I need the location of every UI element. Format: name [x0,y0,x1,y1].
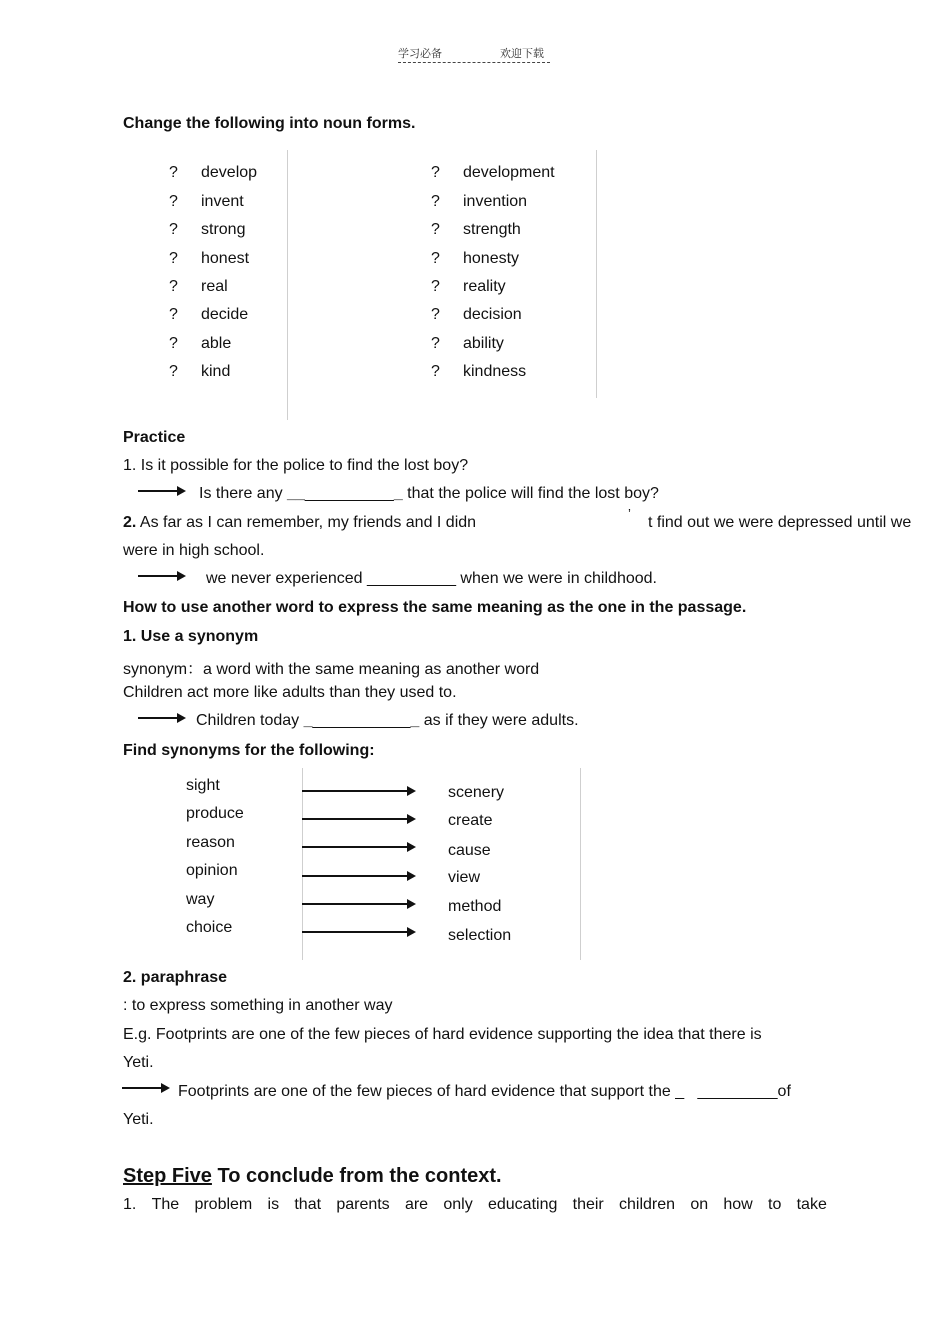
noun-right-word: development [463,164,555,181]
practice-a2: we never experienced __________ when we were in childhood. [206,570,657,587]
paraphrase-example-line1: E.g. Footprints are one of the few pieces of hard evidence supporting the idea that there is [123,1026,762,1043]
step-five-word: to [768,1196,782,1213]
synonym-definition: synonym：a word with the same meaning as another word [123,661,540,678]
apostrophe: ’ [628,506,631,521]
synonym-right-word: cause [448,842,491,859]
step-five-word: The [151,1196,180,1213]
noun-right-word: kindness [463,363,527,380]
step-five-label: Step Five [123,1165,212,1187]
paraphrase-example-line2: Yeti. [123,1054,154,1071]
step-five-title: To conclude from the context. [211,1165,502,1187]
step-five-word: only [443,1196,473,1213]
bullet-icon: ? [431,250,440,267]
noun-right-word: reality [463,278,506,295]
noun-right-word: strength [463,221,521,238]
step-five-word: how [723,1196,753,1213]
bullet-icon: ? [431,306,440,323]
arrow-icon [138,490,184,492]
synonym-answer: Children today _____________ as if they were adults. [196,712,579,729]
arrow-icon [302,790,414,792]
step-five-word: educating [487,1196,558,1213]
step-five-line1 [123,1196,827,1214]
noun-right-word: decision [463,306,522,323]
bullet-icon: ? [431,221,440,238]
synonym-sub1: 1. Use a synonym [123,628,259,645]
header-divider [398,62,550,63]
bullet-icon: ? [169,306,178,323]
practice-title: Practice [123,429,186,446]
bullet-icon: ? [431,335,440,352]
bullet-icon: ? [431,278,440,295]
bullet-icon: ? [169,250,178,267]
step-five-word: take [796,1196,827,1213]
synonym-right-word: method [448,898,502,915]
noun-forms-title: Change the following into noun forms. [123,115,416,132]
bullet-icon: ? [431,363,440,380]
bullet-icon: ? [169,221,178,238]
step-five-word: children [619,1196,676,1213]
practice-q2-rest: t find out we were depressed until we [648,514,912,531]
header-left: 学习必备 [398,47,442,60]
synonym-right-word: scenery [448,784,505,801]
noun-right-word: ability [463,335,504,352]
step-five-word: parents [336,1196,390,1213]
bullet-icon: ? [431,193,440,210]
noun-left-word: honest [201,250,250,267]
synonym-example: Children act more like adults than they used to. [123,684,457,701]
arrow-icon [302,818,414,820]
find-synonyms-title: Find synonyms for the following: [123,742,375,759]
bullet-icon: ? [169,335,178,352]
synonym-right-word: create [448,812,493,829]
table-divider-2 [596,150,597,398]
synonym-right-word: view [448,869,481,886]
noun-left-word: kind [201,363,231,380]
noun-left-word: strong [201,221,246,238]
arrow-icon [302,903,414,905]
noun-right-word: invention [463,193,528,210]
noun-left-word: able [201,335,232,352]
paraphrase-answer: Footprints are one of the few pieces of hard evidence that support the _ _________of [178,1083,791,1100]
step-five-word: is [267,1196,280,1213]
paraphrase-answer-line2: Yeti. [123,1111,154,1128]
step-five-word: that [294,1196,322,1213]
bullet-icon: ? [169,164,178,181]
bullet-icon: ? [169,363,178,380]
bullet-icon: ? [169,278,178,295]
table-divider-1 [287,150,288,420]
step-five-word: are [404,1196,429,1213]
arrow-icon [302,931,414,933]
practice-q1: 1. Is it possible for the police to find the lost boy? [123,457,469,474]
synonym-left-word: produce [186,805,244,822]
paraphrase-title: 2. paraphrase [123,969,228,986]
noun-left-word: decide [201,306,249,323]
arrow-icon [138,575,184,577]
paraphrase-definition: : to express something in another way [123,997,393,1014]
arrow-icon [122,1087,168,1089]
arrow-icon [302,875,414,877]
noun-left-word: invent [201,193,244,210]
synonym-left-word: opinion [186,862,238,879]
step-five-word: problem [194,1196,253,1213]
header-right: 欢迎下载 [500,47,544,60]
noun-left-word: real [201,278,228,295]
synonym-right-word: selection [448,927,512,944]
step-five-word: 1. [123,1196,137,1213]
practice-q2-line2: were in high school. [123,542,265,559]
practice-a1: Is there any _____________ that the police will find the lost boy? [199,485,659,502]
synonym-left-word: reason [186,834,235,851]
step-five-heading [123,1165,502,1188]
noun-left-word: develop [201,164,258,181]
synonym-heading: How to use another word to express the same meaning as the one in the passage. [123,599,747,616]
step-five-word: their [572,1196,604,1213]
arrow-icon [302,846,414,848]
synonym-divider-2 [580,768,581,960]
step-five-word: on [690,1196,709,1213]
practice-q2: 2. As far as I can remember, my friends and I didn [123,514,477,531]
bullet-icon: ? [169,193,178,210]
synonym-left-word: sight [186,777,220,794]
synonym-left-word: way [186,891,215,908]
noun-right-word: honesty [463,250,520,267]
bullet-icon: ? [431,164,440,181]
synonym-left-word: choice [186,919,233,936]
arrow-icon [138,717,184,719]
